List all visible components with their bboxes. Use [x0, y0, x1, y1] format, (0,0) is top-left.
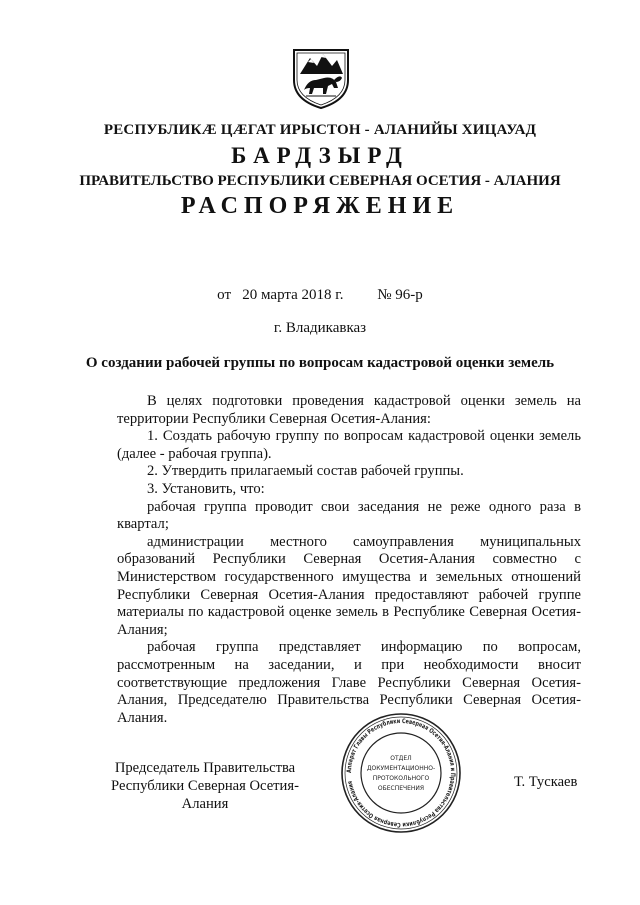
date-number-line [0, 287, 640, 304]
body-paragraph: 1. Создать рабочую группу по вопросам кадастровой оценки земель (далее - рабочая группа). [117, 428, 581, 462]
seal-center-line: ОБЕСПЕЧЕНИЯ [377, 785, 425, 792]
body-paragraph: 2. Утвердить прилагаемый состав рабочей группы. [147, 463, 464, 480]
coat-of-arms-icon [290, 44, 352, 110]
seal-center-line: ДОКУМЕНТАЦИОННО- [366, 765, 436, 772]
body-paragraph: В целях подготовки проведения кадастровой оценки земель на территории Республики Северная Осетия-Алания: [117, 393, 581, 427]
seal-center-line: ОТДЕЛ [390, 755, 412, 762]
body-paragraph: рабочая группа представляет информацию по вопросам, рассмотренным на заседании, и при необходимости вносит соответствующие предложения Главе Республики Северная Осетия-Алания, Председателю Правительства Республики Северная Осетия-Алания. [117, 639, 581, 726]
document-body [117, 393, 581, 727]
body-paragraph: администрации местного самоуправления муниципальных образований Республики Северная Осетия-Алания совместно с Министерством государственного имущества и земельных отношений Республики Северная Осетия-Алания предоставляют рабочей группе материалы по кадастровой оценке земель в Республике Северная Осетия-Алания; [117, 533, 581, 638]
body-paragraph: рабочая группа проводит свои заседания не реже одного раза в квартал; [117, 498, 581, 533]
position-line: Республики Северная Осетия-Алания [111, 778, 299, 812]
official-stamp [340, 712, 462, 834]
government-title: ПРАВИТЕЛЬСТВО РЕСПУБЛИКИ СЕВЕРНАЯ ОСЕТИЯ - АЛАНИЯ [79, 173, 561, 189]
city: г. Владикавказ [273, 320, 367, 336]
ossetian-government-title: РЕСПУБЛИКӔ ЦӔГАТ ИРЫСТОН - АЛАНИЙЫ ХИЦАУАД [103, 122, 537, 138]
document-number: № 96-р [377, 287, 423, 303]
document-subject: О создании рабочей группы по вопросам кадастровой оценки земель [85, 355, 555, 371]
document-date: 20 марта 2018 г. [242, 287, 344, 303]
svg-text:Аппарат Главы Республики Север [346, 718, 456, 828]
body-paragraph: 3. Установить, что: [147, 480, 265, 497]
document-type-heading: РАСПОРЯЖЕНИЕ [180, 193, 460, 219]
date-prefix: от [217, 287, 232, 303]
position-line: Председатель Правительства [114, 760, 296, 776]
bardzyrd-heading: БАРДЗЫРД [231, 143, 409, 168]
signatory-name: Т. Тускаев [514, 774, 578, 790]
seal-ring-text: Аппарат Главы Республики Северная Осетия-Алания и Правительства Республики Северная Осетия-Алания [345, 717, 457, 829]
seal-center-line: ПРОТОКОЛЬНОГО [372, 775, 430, 782]
signatory-position [95, 759, 315, 813]
